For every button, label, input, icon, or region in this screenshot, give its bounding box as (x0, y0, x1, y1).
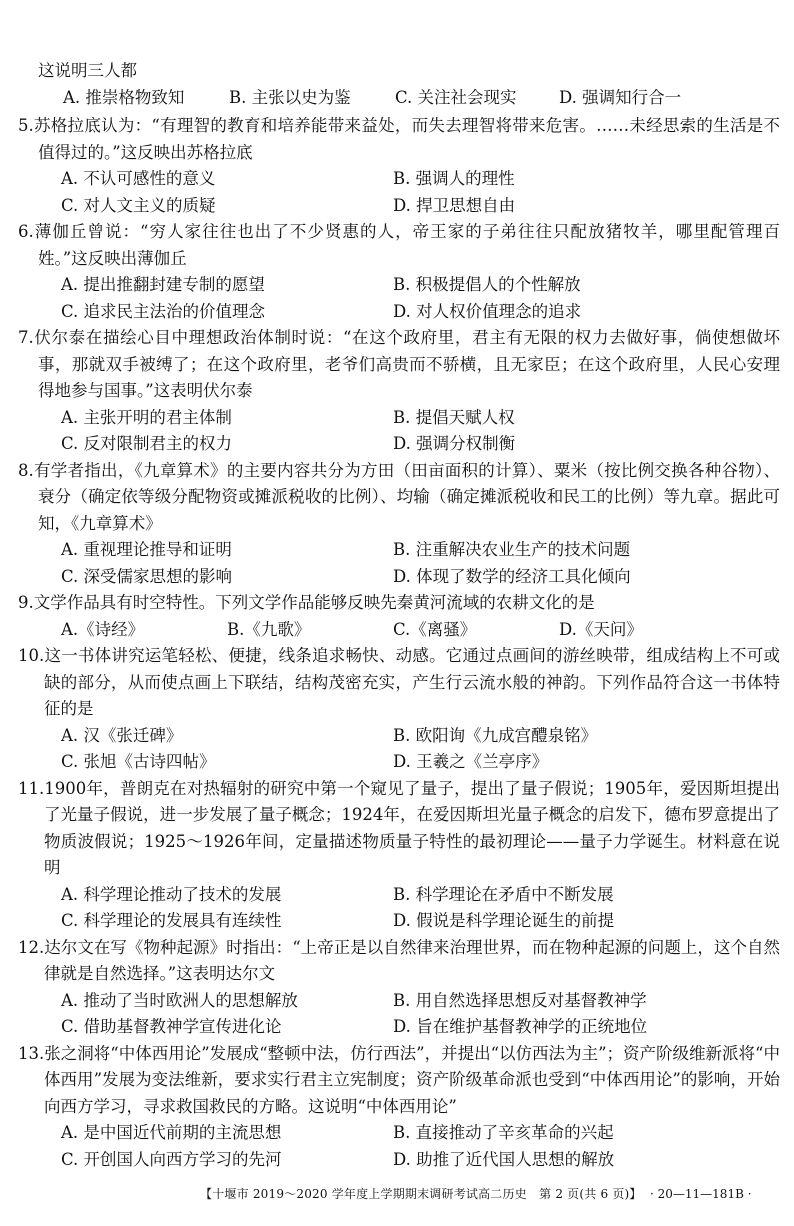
question-item (18, 1041, 780, 1174)
question-number: 12. (18, 937, 45, 957)
question-text: 达尔文在写《物种起源》时指出：“上帝正是以自然律来治理世界，而在物种起源的问题上，这个自然律就是自然选择。”这表明达尔文 (44, 937, 780, 983)
option-b: B. 直接推动了辛亥革命的兴起 (393, 1123, 614, 1142)
option-group (18, 405, 780, 458)
question-item (18, 590, 780, 643)
question-list (18, 113, 780, 1173)
option-d: D. 假说是科学理论诞生的前提 (393, 911, 615, 930)
footer-exam-info: 【十堰市 2019～2020 学年度上学期期末调研考试高二历史 第 2 页(共 6 页)】 (200, 1187, 642, 1201)
question-stem (18, 776, 780, 882)
question-stem (18, 590, 780, 617)
question-stem (18, 1041, 780, 1121)
question-number: 5. (18, 116, 34, 135)
option-d: D. 王羲之《兰亭序》 (393, 752, 549, 771)
question-item (18, 458, 780, 591)
option-a: A. 不认可感性的意义 (61, 169, 216, 188)
question-stem (18, 935, 780, 988)
option-c: C. 对人文主义的质疑 (61, 195, 216, 215)
question-item (18, 643, 780, 776)
option-b: B. 注重解决农业生产的技术问题 (393, 540, 631, 559)
question-text: 薄伽丘曾说：“穷人家往往也出了不少贤惠的人，帝王家的子弟往往只配放猪牧羊，哪里配管理百姓。”这反映出薄伽丘 (33, 222, 780, 268)
option-group (18, 882, 780, 935)
question-stem (18, 325, 780, 405)
option-b: B.《九歌》 (227, 619, 311, 639)
option-b: B. 提倡天赋人权 (393, 407, 515, 427)
question-number: 11. (18, 778, 45, 798)
question-item (18, 325, 780, 458)
option-c: C. 反对限制君主的权力 (61, 434, 233, 453)
option-a: A. 推动了当时欧洲人的思想解放 (61, 990, 298, 1010)
option-b: B. 强调人的理性 (393, 169, 515, 188)
option-d: D. 助推了近代国人思想的解放 (393, 1149, 615, 1169)
option-c: C. 追求民主法治的价值理念 (61, 301, 266, 321)
question-number: 8. (18, 460, 34, 480)
question-item (18, 776, 780, 935)
option-group (18, 1120, 780, 1173)
question-item (18, 219, 780, 325)
question-text: 文学作品具有时空特性。下列文学作品能够反映先秦黄河流域的农耕文化的是 (33, 593, 595, 612)
option-a: A. 是中国近代前期的主流思想 (61, 1123, 282, 1142)
option-a: A. 科学理论推动了技术的发展 (61, 884, 282, 904)
option-a: A.《诗经》 (61, 619, 145, 639)
question-text: 张之洞将“中体西用论”发展成“整顿中法，仿行西法”，并提出“以仿西法为主”；资产阶级维新派将“中体西用”发展为变法维新，要求实行君主立宪制度；资产阶级革命派也受到“中体西用论”的影响，开始向西方学习，寻求救国救民的方略。这说明“中体西用论” (44, 1043, 780, 1116)
option-c: C.《离骚》 (393, 619, 477, 639)
footer-code: · 20—11—181B · (650, 1187, 752, 1201)
option-d: D. 旨在维护基督教神学的正统地位 (393, 1017, 648, 1036)
option-c: C. 张旭《古诗四帖》 (61, 752, 216, 771)
option-a: A. 提出推翻封建专制的愿望 (61, 275, 265, 294)
question-item (18, 113, 780, 219)
option-c: C. 开创国人向西方学习的先河 (61, 1149, 282, 1169)
question-number: 10. (18, 646, 45, 665)
question-text: 苏格拉底认为：“有理智的教育和培养能带来益处，而失去理智将带来危害。……未经思索的生活是不值得过的。”这反映出苏格拉底 (33, 116, 780, 162)
option-c: C. 借助基督教神学宣传进化论 (61, 1017, 282, 1036)
option-d: D. 捍卫思想自由 (393, 195, 516, 215)
option-d: D. 对人权价值理念的追求 (393, 301, 582, 321)
option-group (18, 537, 780, 590)
question-text: 1900年，普朗克在对热辐射的研究中第一个窥见了量子，提出了量子假说；1905年，爱因斯坦提出了光量子假说，进一步发展了量子概念；1924年，在爱因斯坦光量子概念的启发下，德布罗意提出了物质波假说；1925～1926年间，定量描述物质量子特性的最初理论——量子力学诞生。材料意在说明 (44, 778, 780, 877)
question-number: 13. (18, 1043, 45, 1063)
question-4-stem-tail: 这说明三人都 (38, 61, 137, 80)
option-group (18, 988, 780, 1041)
option-a: A. 汉《张迁碑》 (61, 725, 183, 745)
question-4-options (63, 85, 763, 111)
option-group (18, 272, 780, 325)
question-number: 6. (18, 222, 34, 241)
question-text: 有学者指出，《九章算术》的主要内容共分为方田（田亩面积的计算）、粟米（按比例交换各种谷物）、衰分（确定依等级分配物资或摊派税收的比例）、均输（确定摊派税收和民工的比例）等九章。据此可知，《九章算术》 (33, 460, 780, 533)
question-number: 9. (18, 593, 34, 612)
question-stem (18, 458, 780, 538)
option-a: A. 重视理论推导和证明 (61, 540, 232, 559)
question-number: 7. (18, 328, 34, 347)
option-b: B. 用自然选择思想反对基督教神学 (393, 990, 647, 1010)
option-a: A. 主张开明的君主体制 (61, 407, 232, 427)
question-4-option-c: C. 关注社会现实 (395, 88, 517, 107)
question-stem (18, 113, 780, 166)
question-item (18, 935, 780, 1041)
question-text: 这一书体讲究运笔轻松、便捷，线条追求畅快、动感。它通过点画间的游丝映带，组成结构上不可或缺的部分，从而使点画上下联结，结构茂密充实，产生行云流水般的神韵。下列作品符合这一书体特征的是 (44, 646, 780, 718)
option-d: D. 体现了数学的经济工具化倾向 (393, 566, 631, 586)
question-4-option-a: A. 推崇格物致知 (63, 88, 185, 107)
question-stem (18, 219, 780, 272)
option-b: B. 积极提倡人的个性解放 (393, 275, 581, 294)
option-d: D. 强调分权制衡 (393, 434, 516, 453)
option-b: B. 欧阳询《九成宫醴泉铭》 (393, 725, 598, 745)
question-4-option-d: D. 强调知行合一 (559, 88, 682, 107)
option-group (18, 723, 780, 776)
option-c: C. 深受儒家思想的影响 (61, 566, 233, 586)
question-stem (18, 643, 780, 723)
option-c: C. 科学理论的发展具有连续性 (61, 911, 282, 930)
option-d: D.《天问》 (559, 619, 643, 639)
option-group (18, 166, 780, 219)
option-b: B. 科学理论在矛盾中不断发展 (393, 884, 614, 904)
question-4-option-b: B. 主张以史为鉴 (229, 88, 351, 107)
option-group (18, 617, 780, 644)
page-footer (0, 1182, 794, 1206)
question-text: 伏尔泰在描绘心目中理想政治体制时说：“在这个政府里，君主有无限的权力去做好事，倘使想做坏事，那就双手被缚了；在这个政府里，老爷们高贵而不骄横，且无家臣；在这个政府里，人民心安理得地参与国事。”这表明伏尔泰 (33, 328, 780, 400)
